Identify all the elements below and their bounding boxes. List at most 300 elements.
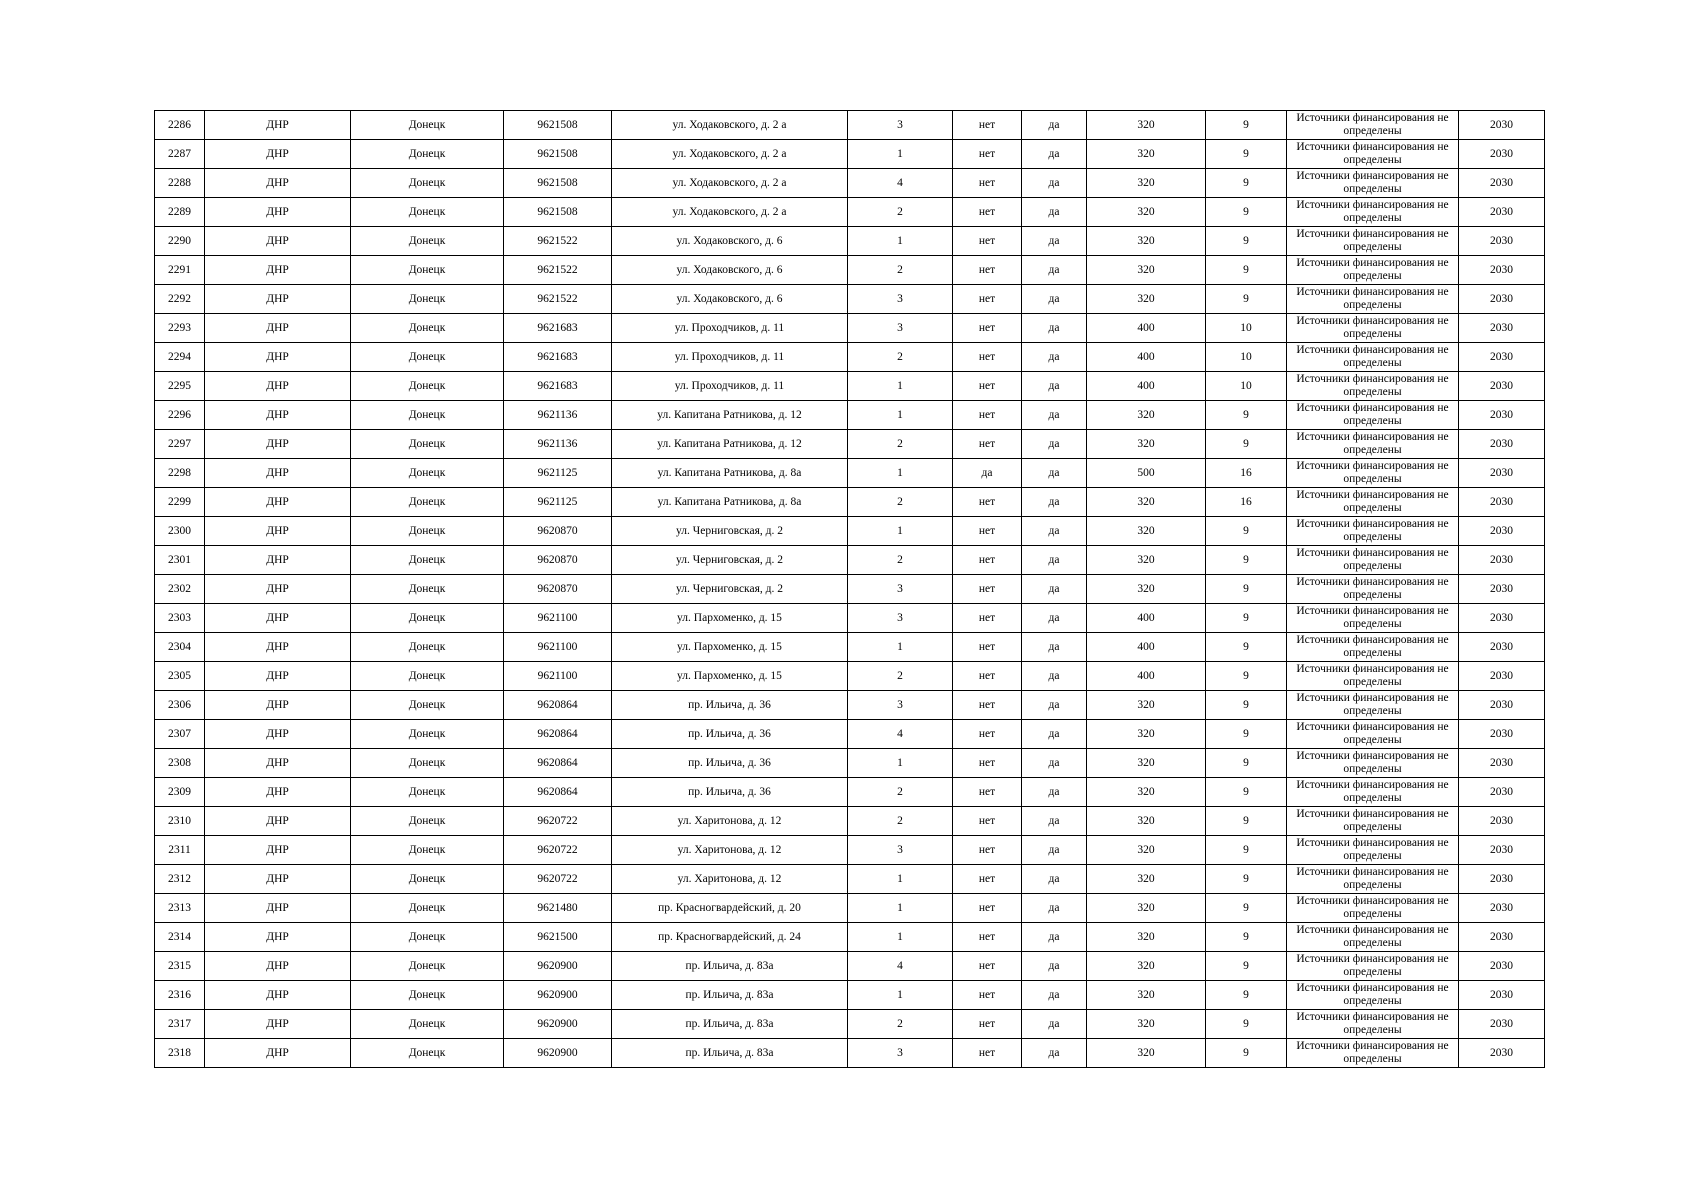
funding-source-cell: Источники финансирования не определены	[1287, 314, 1459, 343]
city-cell: Донецк	[351, 836, 504, 865]
city-cell: Донецк	[351, 691, 504, 720]
funding-source-cell: Источники финансирования не определены	[1287, 778, 1459, 807]
year-cell: 2030	[1459, 749, 1545, 778]
city-cell: Донецк	[351, 865, 504, 894]
table-row	[155, 691, 1545, 720]
year-cell: 2030	[1459, 836, 1545, 865]
column-6-cell: нет	[953, 169, 1022, 198]
entrance-cell: 1	[848, 517, 953, 546]
entrance-cell: 2	[848, 1010, 953, 1039]
table-row	[155, 1039, 1545, 1068]
entrance-cell: 1	[848, 227, 953, 256]
region-cell: ДНР	[205, 778, 351, 807]
column-9-cell: 9	[1206, 546, 1287, 575]
region-cell: ДНР	[205, 227, 351, 256]
column-9-cell: 9	[1206, 662, 1287, 691]
building-code-cell: 9621136	[504, 430, 612, 459]
city-cell: Донецк	[351, 111, 504, 140]
cost-cell: 400	[1087, 662, 1206, 691]
year-cell: 2030	[1459, 604, 1545, 633]
address-cell: ул. Черниговская, д. 2	[612, 517, 848, 546]
cost-cell: 320	[1087, 111, 1206, 140]
cost-cell: 320	[1087, 227, 1206, 256]
cost-cell: 320	[1087, 256, 1206, 285]
table-row	[155, 256, 1545, 285]
building-code-cell: 9620864	[504, 749, 612, 778]
funding-source-cell: Источники финансирования не определены	[1287, 807, 1459, 836]
row-number-cell: 2286	[155, 111, 205, 140]
column-7-cell: да	[1022, 662, 1087, 691]
cost-cell: 400	[1087, 372, 1206, 401]
entrance-cell: 3	[848, 1039, 953, 1068]
table-row	[155, 604, 1545, 633]
region-cell: ДНР	[205, 633, 351, 662]
funding-source-cell: Источники финансирования не определены	[1287, 981, 1459, 1010]
year-cell: 2030	[1459, 923, 1545, 952]
year-cell: 2030	[1459, 633, 1545, 662]
row-number-cell: 2287	[155, 140, 205, 169]
column-9-cell: 9	[1206, 923, 1287, 952]
entrance-cell: 3	[848, 836, 953, 865]
year-cell: 2030	[1459, 198, 1545, 227]
region-cell: ДНР	[205, 314, 351, 343]
year-cell: 2030	[1459, 169, 1545, 198]
address-cell: ул. Ходаковского, д. 6	[612, 256, 848, 285]
column-7-cell: да	[1022, 749, 1087, 778]
entrance-cell: 3	[848, 314, 953, 343]
entrance-cell: 1	[848, 633, 953, 662]
year-cell: 2030	[1459, 459, 1545, 488]
column-6-cell: нет	[953, 952, 1022, 981]
address-cell: ул. Капитана Ратникова, д. 8а	[612, 459, 848, 488]
cost-cell: 400	[1087, 604, 1206, 633]
table-row	[155, 836, 1545, 865]
table-row	[155, 343, 1545, 372]
building-code-cell: 9620864	[504, 778, 612, 807]
column-6-cell: нет	[953, 517, 1022, 546]
column-6-cell: нет	[953, 111, 1022, 140]
city-cell: Донецк	[351, 575, 504, 604]
funding-source-cell: Источники финансирования не определены	[1287, 749, 1459, 778]
row-number-cell: 2295	[155, 372, 205, 401]
city-cell: Донецк	[351, 720, 504, 749]
entrance-cell: 4	[848, 169, 953, 198]
building-code-cell: 9621508	[504, 169, 612, 198]
region-cell: ДНР	[205, 459, 351, 488]
entrance-cell: 2	[848, 430, 953, 459]
column-7-cell: да	[1022, 227, 1087, 256]
data-table	[154, 110, 1545, 1068]
funding-source-cell: Источники финансирования не определены	[1287, 575, 1459, 604]
column-9-cell: 9	[1206, 140, 1287, 169]
building-code-cell: 9621683	[504, 343, 612, 372]
column-7-cell: да	[1022, 720, 1087, 749]
address-cell: ул. Пархоменко, д. 15	[612, 662, 848, 691]
column-6-cell: нет	[953, 1010, 1022, 1039]
entrance-cell: 2	[848, 343, 953, 372]
year-cell: 2030	[1459, 343, 1545, 372]
funding-source-cell: Источники финансирования не определены	[1287, 662, 1459, 691]
table-row	[155, 633, 1545, 662]
cost-cell: 320	[1087, 952, 1206, 981]
column-6-cell: нет	[953, 285, 1022, 314]
column-6-cell: нет	[953, 981, 1022, 1010]
column-6-cell: нет	[953, 894, 1022, 923]
city-cell: Донецк	[351, 227, 504, 256]
row-number-cell: 2309	[155, 778, 205, 807]
cost-cell: 320	[1087, 285, 1206, 314]
city-cell: Донецк	[351, 633, 504, 662]
building-code-cell: 9620900	[504, 1010, 612, 1039]
city-cell: Донецк	[351, 1010, 504, 1039]
table-row	[155, 894, 1545, 923]
column-7-cell: да	[1022, 169, 1087, 198]
column-9-cell: 9	[1206, 604, 1287, 633]
city-cell: Донецк	[351, 372, 504, 401]
building-code-cell: 9620900	[504, 952, 612, 981]
table-row	[155, 459, 1545, 488]
entrance-cell: 3	[848, 111, 953, 140]
column-7-cell: да	[1022, 923, 1087, 952]
building-code-cell: 9620722	[504, 836, 612, 865]
row-number-cell: 2297	[155, 430, 205, 459]
region-cell: ДНР	[205, 372, 351, 401]
table-row	[155, 749, 1545, 778]
funding-source-cell: Источники финансирования не определены	[1287, 285, 1459, 314]
year-cell: 2030	[1459, 488, 1545, 517]
column-7-cell: да	[1022, 111, 1087, 140]
funding-source-cell: Источники финансирования не определены	[1287, 1039, 1459, 1068]
cost-cell: 400	[1087, 343, 1206, 372]
year-cell: 2030	[1459, 314, 1545, 343]
table-row	[155, 401, 1545, 430]
column-7-cell: да	[1022, 865, 1087, 894]
entrance-cell: 2	[848, 256, 953, 285]
building-code-cell: 9621500	[504, 923, 612, 952]
column-9-cell: 9	[1206, 1039, 1287, 1068]
funding-source-cell: Источники финансирования не определены	[1287, 401, 1459, 430]
cost-cell: 320	[1087, 981, 1206, 1010]
column-6-cell: нет	[953, 488, 1022, 517]
column-6-cell: нет	[953, 401, 1022, 430]
table-row	[155, 140, 1545, 169]
city-cell: Донецк	[351, 894, 504, 923]
table-row	[155, 778, 1545, 807]
entrance-cell: 1	[848, 894, 953, 923]
building-code-cell: 9621100	[504, 604, 612, 633]
funding-source-cell: Источники финансирования не определены	[1287, 836, 1459, 865]
address-cell: ул. Харитонова, д. 12	[612, 807, 848, 836]
city-cell: Донецк	[351, 198, 504, 227]
entrance-cell: 1	[848, 459, 953, 488]
row-number-cell: 2310	[155, 807, 205, 836]
column-7-cell: да	[1022, 778, 1087, 807]
year-cell: 2030	[1459, 952, 1545, 981]
region-cell: ДНР	[205, 111, 351, 140]
column-7-cell: да	[1022, 836, 1087, 865]
address-cell: ул. Ходаковского, д. 2 а	[612, 140, 848, 169]
city-cell: Донецк	[351, 923, 504, 952]
entrance-cell: 4	[848, 952, 953, 981]
city-cell: Донецк	[351, 517, 504, 546]
row-number-cell: 2290	[155, 227, 205, 256]
funding-source-cell: Источники финансирования не определены	[1287, 140, 1459, 169]
cost-cell: 320	[1087, 691, 1206, 720]
region-cell: ДНР	[205, 894, 351, 923]
row-number-cell: 2307	[155, 720, 205, 749]
region-cell: ДНР	[205, 865, 351, 894]
city-cell: Донецк	[351, 488, 504, 517]
column-9-cell: 16	[1206, 459, 1287, 488]
region-cell: ДНР	[205, 981, 351, 1010]
year-cell: 2030	[1459, 575, 1545, 604]
row-number-cell: 2294	[155, 343, 205, 372]
column-6-cell: нет	[953, 198, 1022, 227]
funding-source-cell: Источники финансирования не определены	[1287, 1010, 1459, 1039]
region-cell: ДНР	[205, 1010, 351, 1039]
column-7-cell: да	[1022, 517, 1087, 546]
city-cell: Донецк	[351, 285, 504, 314]
cost-cell: 320	[1087, 749, 1206, 778]
region-cell: ДНР	[205, 169, 351, 198]
address-cell: ул. Ходаковского, д. 6	[612, 285, 848, 314]
building-code-cell: 9620900	[504, 981, 612, 1010]
funding-source-cell: Источники финансирования не определены	[1287, 488, 1459, 517]
column-7-cell: да	[1022, 1010, 1087, 1039]
entrance-cell: 2	[848, 546, 953, 575]
address-cell: пр. Ильича, д. 83а	[612, 1039, 848, 1068]
column-6-cell: нет	[953, 575, 1022, 604]
column-9-cell: 9	[1206, 517, 1287, 546]
column-7-cell: да	[1022, 894, 1087, 923]
table-row	[155, 488, 1545, 517]
table-row	[155, 546, 1545, 575]
column-6-cell: нет	[953, 604, 1022, 633]
city-cell: Донецк	[351, 952, 504, 981]
column-7-cell: да	[1022, 314, 1087, 343]
address-cell: ул. Проходчиков, д. 11	[612, 343, 848, 372]
funding-source-cell: Источники финансирования не определены	[1287, 343, 1459, 372]
address-cell: ул. Ходаковского, д. 2 а	[612, 111, 848, 140]
column-9-cell: 9	[1206, 198, 1287, 227]
entrance-cell: 3	[848, 691, 953, 720]
city-cell: Донецк	[351, 778, 504, 807]
table-row	[155, 981, 1545, 1010]
column-9-cell: 9	[1206, 981, 1287, 1010]
funding-source-cell: Источники финансирования не определены	[1287, 169, 1459, 198]
city-cell: Донецк	[351, 546, 504, 575]
column-9-cell: 16	[1206, 488, 1287, 517]
column-9-cell: 9	[1206, 778, 1287, 807]
address-cell: пр. Красногвардейский, д. 24	[612, 923, 848, 952]
row-number-cell: 2305	[155, 662, 205, 691]
row-number-cell: 2288	[155, 169, 205, 198]
row-number-cell: 2311	[155, 836, 205, 865]
region-cell: ДНР	[205, 430, 351, 459]
cost-cell: 320	[1087, 401, 1206, 430]
column-6-cell: нет	[953, 923, 1022, 952]
table-row	[155, 865, 1545, 894]
column-6-cell: нет	[953, 227, 1022, 256]
year-cell: 2030	[1459, 401, 1545, 430]
region-cell: ДНР	[205, 662, 351, 691]
year-cell: 2030	[1459, 372, 1545, 401]
region-cell: ДНР	[205, 1039, 351, 1068]
year-cell: 2030	[1459, 894, 1545, 923]
table-row	[155, 517, 1545, 546]
cost-cell: 320	[1087, 488, 1206, 517]
column-9-cell: 9	[1206, 401, 1287, 430]
row-number-cell: 2292	[155, 285, 205, 314]
column-7-cell: да	[1022, 343, 1087, 372]
table-body	[155, 111, 1545, 1068]
table-row	[155, 720, 1545, 749]
year-cell: 2030	[1459, 517, 1545, 546]
region-cell: ДНР	[205, 604, 351, 633]
address-cell: пр. Ильича, д. 36	[612, 691, 848, 720]
row-number-cell: 2291	[155, 256, 205, 285]
column-6-cell: нет	[953, 633, 1022, 662]
column-7-cell: да	[1022, 256, 1087, 285]
year-cell: 2030	[1459, 662, 1545, 691]
building-code-cell: 9621683	[504, 314, 612, 343]
cost-cell: 320	[1087, 807, 1206, 836]
address-cell: ул. Капитана Ратникова, д. 12	[612, 430, 848, 459]
table-row	[155, 952, 1545, 981]
cost-cell: 320	[1087, 836, 1206, 865]
entrance-cell: 2	[848, 488, 953, 517]
city-cell: Донецк	[351, 662, 504, 691]
address-cell: пр. Ильича, д. 36	[612, 720, 848, 749]
region-cell: ДНР	[205, 720, 351, 749]
year-cell: 2030	[1459, 1010, 1545, 1039]
entrance-cell: 2	[848, 807, 953, 836]
building-code-cell: 9620870	[504, 575, 612, 604]
address-cell: ул. Пархоменко, д. 15	[612, 604, 848, 633]
city-cell: Донецк	[351, 981, 504, 1010]
column-7-cell: да	[1022, 691, 1087, 720]
year-cell: 2030	[1459, 111, 1545, 140]
year-cell: 2030	[1459, 807, 1545, 836]
funding-source-cell: Источники финансирования не определены	[1287, 517, 1459, 546]
column-7-cell: да	[1022, 1039, 1087, 1068]
address-cell: ул. Харитонова, д. 12	[612, 865, 848, 894]
column-6-cell: нет	[953, 430, 1022, 459]
table-row	[155, 227, 1545, 256]
address-cell: пр. Ильича, д. 83а	[612, 952, 848, 981]
funding-source-cell: Источники финансирования не определены	[1287, 604, 1459, 633]
column-9-cell: 9	[1206, 807, 1287, 836]
building-code-cell: 9620900	[504, 1039, 612, 1068]
building-code-cell: 9620864	[504, 691, 612, 720]
column-7-cell: да	[1022, 807, 1087, 836]
column-7-cell: да	[1022, 952, 1087, 981]
region-cell: ДНР	[205, 256, 351, 285]
building-code-cell: 9620864	[504, 720, 612, 749]
column-7-cell: да	[1022, 401, 1087, 430]
funding-source-cell: Источники финансирования не определены	[1287, 923, 1459, 952]
column-6-cell: нет	[953, 691, 1022, 720]
address-cell: ул. Капитана Ратникова, д. 12	[612, 401, 848, 430]
region-cell: ДНР	[205, 546, 351, 575]
city-cell: Донецк	[351, 401, 504, 430]
table-row	[155, 923, 1545, 952]
region-cell: ДНР	[205, 807, 351, 836]
building-code-cell: 9621480	[504, 894, 612, 923]
city-cell: Донецк	[351, 604, 504, 633]
row-number-cell: 2303	[155, 604, 205, 633]
year-cell: 2030	[1459, 227, 1545, 256]
building-code-cell: 9621508	[504, 198, 612, 227]
city-cell: Донецк	[351, 169, 504, 198]
region-cell: ДНР	[205, 836, 351, 865]
building-code-cell: 9621522	[504, 285, 612, 314]
column-6-cell: нет	[953, 140, 1022, 169]
column-9-cell: 9	[1206, 720, 1287, 749]
column-7-cell: да	[1022, 546, 1087, 575]
cost-cell: 500	[1087, 459, 1206, 488]
column-6-cell: нет	[953, 256, 1022, 285]
year-cell: 2030	[1459, 285, 1545, 314]
building-code-cell: 9620722	[504, 807, 612, 836]
address-cell: ул. Проходчиков, д. 11	[612, 314, 848, 343]
address-cell: пр. Красногвардейский, д. 20	[612, 894, 848, 923]
row-number-cell: 2302	[155, 575, 205, 604]
funding-source-cell: Источники финансирования не определены	[1287, 372, 1459, 401]
cost-cell: 320	[1087, 778, 1206, 807]
building-code-cell: 9621100	[504, 633, 612, 662]
city-cell: Донецк	[351, 749, 504, 778]
year-cell: 2030	[1459, 981, 1545, 1010]
region-cell: ДНР	[205, 198, 351, 227]
region-cell: ДНР	[205, 488, 351, 517]
column-6-cell: нет	[953, 749, 1022, 778]
row-number-cell: 2289	[155, 198, 205, 227]
address-cell: пр. Ильича, д. 83а	[612, 981, 848, 1010]
building-code-cell: 9621125	[504, 459, 612, 488]
address-cell: ул. Ходаковского, д. 2 а	[612, 169, 848, 198]
column-7-cell: да	[1022, 981, 1087, 1010]
row-number-cell: 2304	[155, 633, 205, 662]
column-7-cell: да	[1022, 198, 1087, 227]
funding-source-cell: Источники финансирования не определены	[1287, 952, 1459, 981]
column-6-cell: нет	[953, 372, 1022, 401]
table-row	[155, 314, 1545, 343]
row-number-cell: 2308	[155, 749, 205, 778]
funding-source-cell: Источники финансирования не определены	[1287, 227, 1459, 256]
column-7-cell: да	[1022, 459, 1087, 488]
year-cell: 2030	[1459, 546, 1545, 575]
column-7-cell: да	[1022, 633, 1087, 662]
region-cell: ДНР	[205, 140, 351, 169]
row-number-cell: 2296	[155, 401, 205, 430]
city-cell: Донецк	[351, 140, 504, 169]
building-code-cell: 9621508	[504, 111, 612, 140]
year-cell: 2030	[1459, 720, 1545, 749]
entrance-cell: 2	[848, 778, 953, 807]
entrance-cell: 3	[848, 575, 953, 604]
address-cell: пр. Ильича, д. 36	[612, 778, 848, 807]
column-9-cell: 9	[1206, 256, 1287, 285]
city-cell: Донецк	[351, 459, 504, 488]
year-cell: 2030	[1459, 691, 1545, 720]
funding-source-cell: Источники финансирования не определены	[1287, 546, 1459, 575]
column-7-cell: да	[1022, 285, 1087, 314]
city-cell: Донецк	[351, 314, 504, 343]
column-7-cell: да	[1022, 604, 1087, 633]
region-cell: ДНР	[205, 285, 351, 314]
building-code-cell: 9621100	[504, 662, 612, 691]
